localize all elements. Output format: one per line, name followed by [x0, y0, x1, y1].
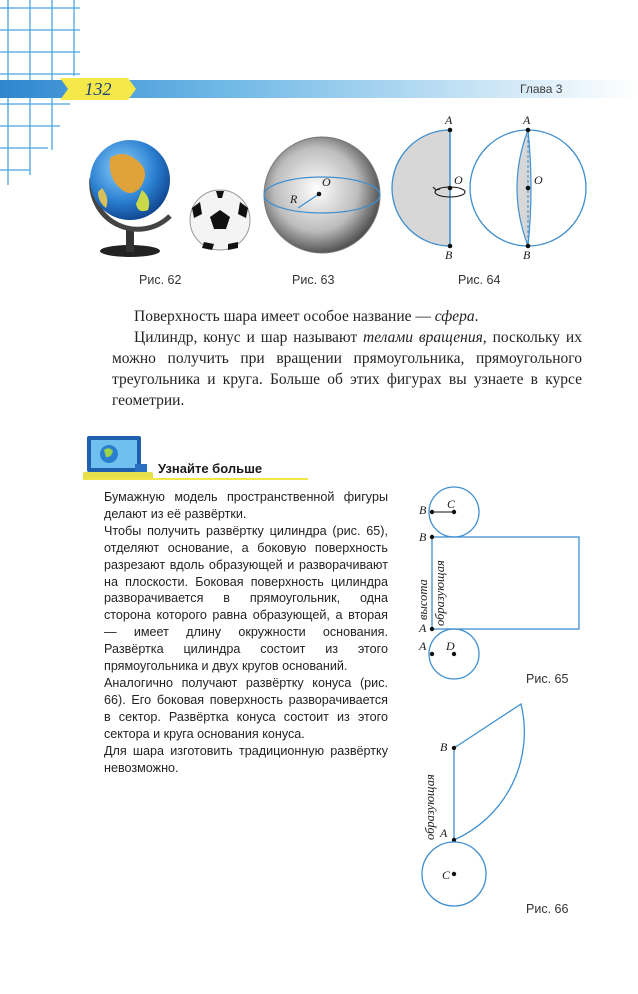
fig65-label-b2: B: [419, 530, 427, 544]
box-paragraph-3: Аналогично получают развёртку конуса (рис. 66). Его боковая поверхность разворачивается в сектор. Развёртка конуса состоит из этого сектора и круга основания конуса.: [104, 675, 388, 741]
fig64-caption: Рис. 64: [458, 273, 501, 287]
fig64-label-a1: A: [445, 113, 453, 127]
learn-more-text: [104, 489, 388, 776]
fig64-label-b1: B: [445, 248, 453, 262]
term-sphere: сфера: [434, 308, 475, 325]
fig66-label-a: A: [440, 826, 448, 840]
fig65-label-b1: B: [419, 503, 427, 517]
fig65-label-a1: A: [419, 621, 427, 635]
learn-more-underline: [83, 478, 308, 480]
fig66-cone-net: [416, 700, 586, 920]
fig65-label-c: C: [447, 497, 456, 511]
fig63-caption: Рис. 63: [292, 273, 335, 287]
fig65-caption: Рис. 65: [526, 672, 569, 686]
fig66-label-generatrix: образующая: [423, 774, 437, 840]
box-paragraph-2: Чтобы получить развёртку цилиндра (рис. 65), отделяют основание, а боковую поверхность разрезают вдоль образующей и разворачивают на плоскости. Боковая поверхность цилиндра разворачивается в прямоугольник, одна сторона которого равна образующей, а вторая — имеет длину окружности основания. Развёртка цилиндра состоит из этого прямоугольника и двух кругов оснований.: [104, 523, 388, 674]
fig63-label-o: O: [322, 175, 331, 189]
learn-more-title: Узнайте больше: [158, 461, 263, 476]
fig65-cylinder-net: [410, 484, 590, 684]
main-paragraph-1: Поверхность шара имеет особое название — сфера.: [134, 308, 479, 325]
fig64-label-o2: O: [534, 173, 543, 187]
fig62-caption: Рис. 62: [139, 273, 182, 287]
fig64-label-b2: B: [523, 248, 531, 262]
fig62-globe-ball: [80, 118, 260, 268]
fig63-sphere: [262, 130, 382, 260]
fig64-label-a2: A: [523, 113, 531, 127]
fig65-label-generatrix: образующая: [433, 560, 447, 626]
fig63-label-r: R: [290, 192, 298, 206]
fig65-label-height: высота: [416, 579, 430, 620]
term-bodies-of-revolution: телами вращения,: [363, 329, 487, 346]
computer-icon: [83, 432, 153, 482]
fig66-caption: Рис. 66: [526, 902, 569, 916]
box-paragraph-4: Для шара изготовить традиционную развёртку невозможно.: [104, 743, 388, 775]
fig64-label-o1: O: [454, 173, 463, 187]
page-number: 132: [84, 79, 112, 99]
fig64-rotation: [388, 112, 588, 267]
fig66-label-c: C: [442, 868, 451, 882]
box-paragraph-1: Бумажную модель пространственной фигуры делают из её развёртки.: [104, 490, 388, 521]
chapter-title: Глава 3: [520, 82, 563, 96]
main-text: [112, 306, 582, 411]
main-paragraph-2: Цилиндр, конус и шар называют телами вращения, поскольку их можно получить при вращении прямоугольника, прямоугольного треугольника и круга. Больше об этих фигурах вы узнаете в курсе геометрии.: [112, 329, 582, 409]
fig65-label-a2: A: [419, 639, 427, 653]
fig66-label-b: B: [440, 740, 448, 754]
fig65-label-d: D: [446, 639, 455, 653]
soccer-ball: [190, 190, 250, 250]
